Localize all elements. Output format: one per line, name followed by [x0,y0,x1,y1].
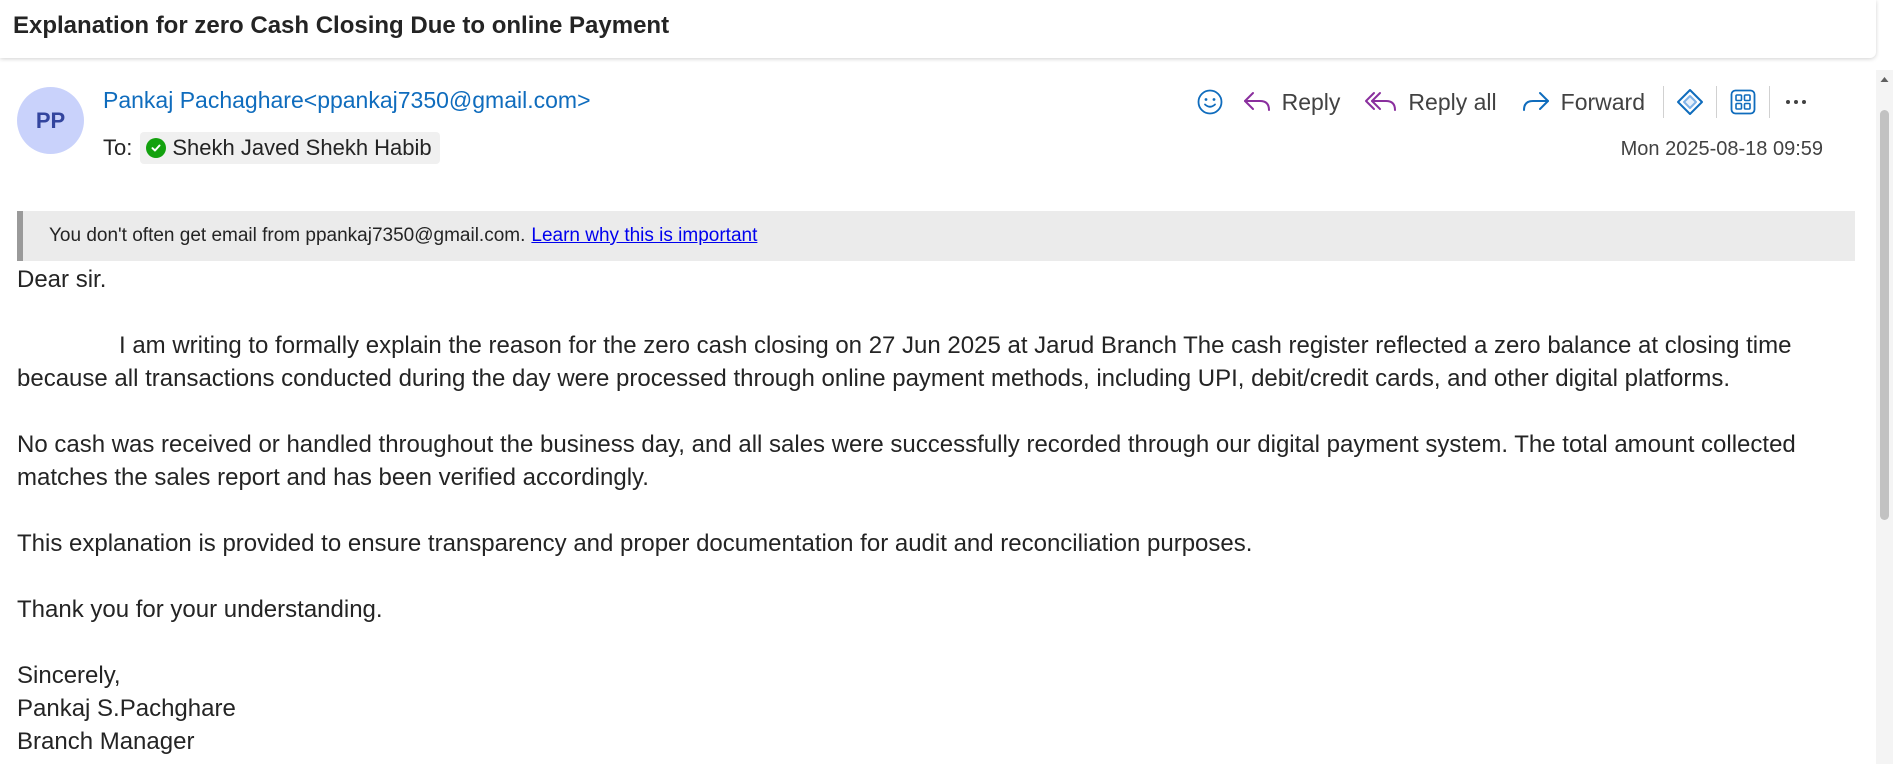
signoff: Sincerely, [17,662,121,689]
emoji-icon [1196,88,1224,116]
reply-all-label: Reply all [1408,88,1497,115]
greeting: Dear sir. [17,266,107,293]
signature-name: Pankaj S.Pachghare [17,695,236,722]
reply-button[interactable] [1230,82,1353,122]
copilot-icon [1675,87,1705,117]
forward-button[interactable] [1509,82,1657,122]
reply-icon [1242,89,1272,115]
scrollbar-thumb[interactable] [1880,110,1889,520]
body-paragraph-2-cont: matches the sales report and has been verified accordingly. [17,464,649,491]
more-icon [1782,88,1810,116]
emoji-reaction-button[interactable] [1190,82,1230,122]
message-body [17,263,1857,758]
learn-why-link[interactable]: Learn why this is important [531,225,758,246]
toolbar-divider [1716,86,1717,118]
subject-bar [0,0,1876,58]
forward-label: Forward [1560,88,1645,115]
message-timestamp: Mon 2025-08-18 09:59 [1620,138,1823,160]
body-paragraph-2: No cash was received or handled throughout the business day, and all sales were successfully recorded through our digital payment system. The total amount collected [17,431,1796,458]
reply-label: Reply [1281,88,1341,115]
apps-button[interactable] [1723,82,1763,122]
toolbar-divider [1663,86,1664,118]
sender-name[interactable]: Pankaj Pachaghare<ppankaj7350@gmail.com> [103,87,591,113]
reply-all-icon [1364,89,1398,115]
email-subject: Explanation for zero Cash Closing Due to online Payment [13,12,670,39]
scroll-up-arrow-icon[interactable] [1879,74,1890,85]
copilot-button[interactable] [1670,82,1710,122]
body-paragraph-1: I am writing to formally explain the reason for the zero cash closing on 27 Jun 2025 at Jarud Branch The cash register reflected a zero balance at closing time [119,332,1792,359]
toolbar-divider [1769,86,1770,118]
recipient-chip[interactable] [140,132,439,164]
to-row [103,132,440,164]
reply-all-button[interactable] [1352,82,1508,122]
more-actions-button[interactable] [1776,82,1816,122]
verified-check-icon [146,138,166,158]
external-sender-warning [17,211,1855,261]
warning-text: You don't often get email from ppankaj7350@gmail.com. [49,225,526,246]
sender-avatar[interactable]: PP [17,87,84,154]
forward-icon [1521,89,1551,115]
to-label: To: [103,135,133,160]
body-paragraph-3: This explanation is provided to ensure transparency and proper documentation for audit and reconciliation purposes. [17,530,1253,557]
recipient-name: Shekh Javed Shekh Habib [172,135,432,160]
thanks-line: Thank you for your understanding. [17,596,383,623]
apps-icon [1729,88,1757,116]
signature-title: Branch Manager [17,728,195,755]
message-toolbar [1190,82,1816,122]
body-paragraph-1-cont: because all transactions conducted during the day were processed through online payment methods, including UPI, debit/credit cards, and other digital platforms. [17,365,1730,392]
